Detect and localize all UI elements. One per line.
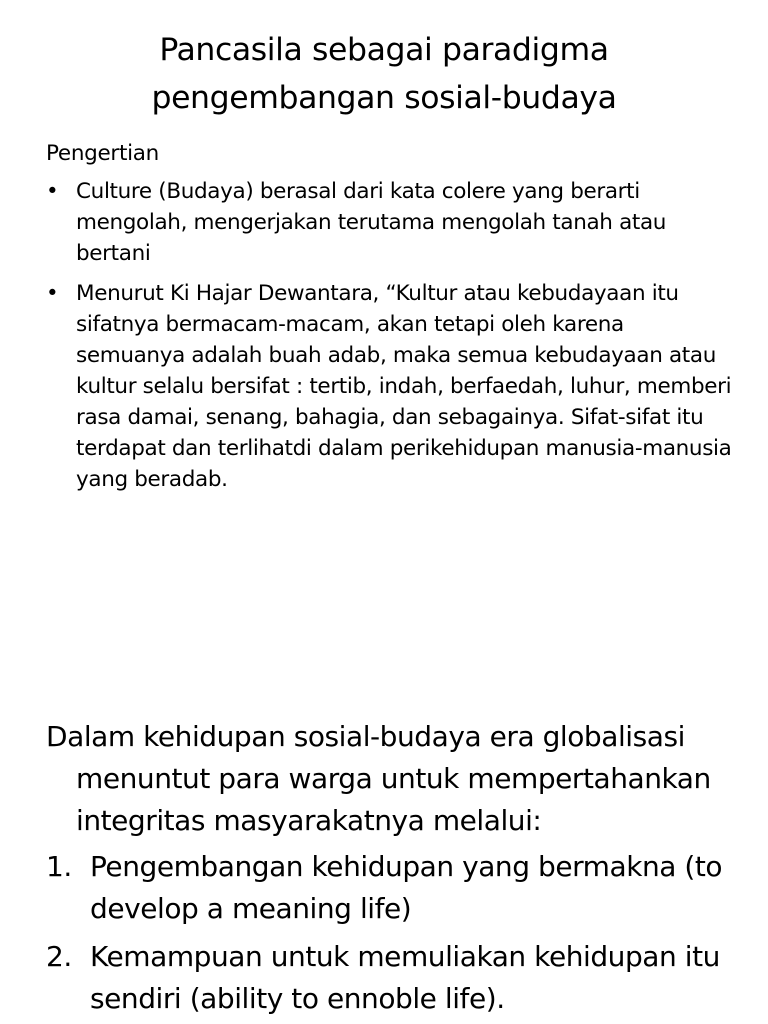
item-number: 2.: [46, 940, 72, 973]
bullet-item: [46, 176, 736, 269]
slide-title-line-2: pengembangan sosial-budaya: [151, 80, 617, 116]
numbered-item: [46, 936, 746, 1020]
bullet-marker: •: [46, 281, 59, 306]
bullet-item-text: Menurut Ki Hajar Dewantara, “Kultur atau kebudayaan itu sifatnya bermacam-macam, akan tetapi oleh karena semuanya adalah buah adab, maka semua kebudayaan atau kultur selalu bersifat : tertib, indah, berfaedah, luhur, memberi rasa damai, senang, bahagia, dan sebagainya. Sifat-sifat itu terdapat dan terlihatdi dalam perikehidupan manusia-manusia yang beradab.: [76, 281, 732, 492]
slide-title-line-1: Pancasila sebagai paradigma: [159, 32, 609, 68]
bullet-item: [46, 278, 736, 495]
numbered-list: [46, 846, 746, 1020]
bullet-item-text: Culture (Budaya) berasal dari kata colere yang berarti mengolah, mengerjakan terutama mengolah tanah atau bertani: [76, 179, 667, 266]
definition-bullet-list: [46, 176, 736, 495]
numbered-item-text: Kemampuan untuk memuliakan kehidupan itu sendiri (ability to ennoble life).: [90, 940, 720, 1015]
item-number: 1.: [46, 850, 72, 883]
numbered-item: [46, 846, 746, 930]
numbered-item-text: Pengembangan kehidupan yang bermakna (to develop a meaning life): [90, 850, 723, 925]
slide-title: [0, 26, 768, 122]
globalization-intro-paragraph: Dalam kehidupan sosial-budaya era globalisasi menuntut para warga untuk mempertahankan integritas masyarakatnya melalui:: [46, 720, 711, 837]
bullet-marker: •: [46, 179, 59, 204]
section-heading: Pengertian: [46, 141, 159, 166]
